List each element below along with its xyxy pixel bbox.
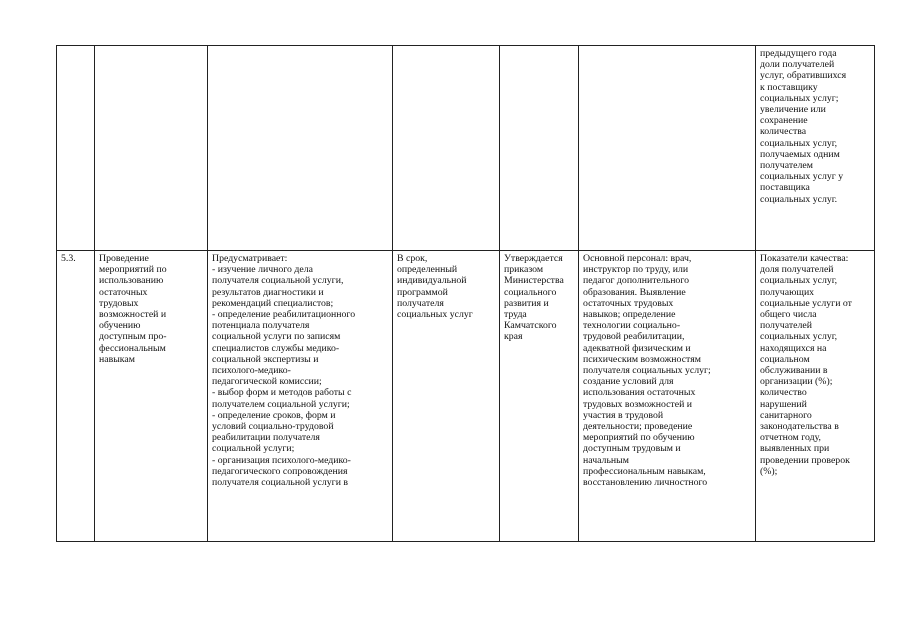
- text-line: восстановлению личностного: [583, 477, 708, 489]
- text-line: санитарного: [760, 409, 812, 421]
- text-line: специалистов службы медико-: [212, 342, 340, 354]
- service-name: [99, 253, 203, 365]
- text-line: Предусматривает:: [212, 253, 288, 264]
- text-line: предыдущего года: [760, 48, 837, 59]
- text-line: проведении проверок: [760, 454, 850, 466]
- text-line: Камчатского: [504, 320, 557, 332]
- text-line: развития и: [504, 297, 549, 309]
- text-line: доступным трудовым и: [583, 443, 681, 455]
- text-line: технологии социально-: [583, 320, 681, 332]
- text-line: получателей: [760, 320, 812, 332]
- text-line: навыкам: [99, 353, 135, 365]
- row2-approval-cell: [500, 251, 579, 542]
- text-line: труда: [504, 309, 527, 321]
- text-line: психическим возможностям: [583, 353, 701, 365]
- row1-description-cell: [208, 46, 393, 251]
- text-line: получателем: [760, 160, 813, 172]
- text-line: - определение сроков, форм и: [212, 409, 336, 421]
- text-line: - определение реабилитационного: [212, 309, 356, 321]
- table-row: [57, 251, 875, 542]
- text-line: социальных услуг,: [760, 331, 838, 343]
- row1-number-cell: [57, 46, 95, 251]
- text-line: социальных услуг,: [760, 275, 838, 287]
- text-line: получателя социальных услуг;: [583, 365, 711, 377]
- text-line: получателем социальной услуги;: [212, 398, 350, 410]
- text-line: трудовой реабилитации,: [583, 331, 685, 343]
- text-line: навыков; определение: [583, 309, 676, 321]
- service-term: [397, 253, 495, 320]
- text-line: мероприятий по: [99, 264, 167, 276]
- text-line: реабилитации получателя: [212, 432, 320, 444]
- row1-indicators-cell: [756, 46, 875, 251]
- text-line: - выбор форм и методов работы с: [212, 387, 352, 399]
- text-line: определенный: [397, 264, 458, 276]
- text-line: начальным: [583, 454, 629, 466]
- text-line: доли получателей: [760, 59, 835, 71]
- text-line: социальных услуг,: [760, 137, 838, 149]
- text-line: программой: [397, 286, 448, 298]
- services-standard-table: [56, 45, 875, 542]
- text-line: доступным про-: [99, 331, 167, 343]
- text-line: фессиональным: [99, 342, 166, 354]
- text-line: педагогической комиссии;: [212, 376, 322, 388]
- text-line: социальных услуг у: [760, 171, 844, 183]
- text-line: социальных услуг;: [760, 92, 839, 104]
- text-line: количества: [760, 126, 807, 138]
- text-line: инструктор по труду, или: [583, 264, 689, 276]
- text-line: количество: [760, 387, 807, 399]
- text-line: - организация психолого-медико-: [212, 454, 351, 466]
- text-line: общего числа: [760, 309, 817, 321]
- text-line: Проведение: [99, 253, 149, 264]
- text-line: остаточных: [99, 286, 148, 298]
- text-line: (%);: [760, 465, 778, 477]
- text-line: адекватной физическим и: [583, 342, 691, 354]
- text-line: Министерства: [504, 275, 564, 287]
- text-line: создание условий для: [583, 376, 674, 388]
- text-line: получателя социальной услуги в: [212, 477, 349, 489]
- text-line: социальных услуг: [397, 309, 473, 321]
- text-line: использованию: [99, 275, 164, 287]
- service-conditions: [583, 253, 751, 488]
- text-line: сохранение: [760, 115, 808, 127]
- text-line: трудовых: [99, 297, 139, 309]
- text-line: социальной экспертизы и: [212, 353, 319, 365]
- table-row: [57, 46, 875, 251]
- text-line: находящихся на: [760, 342, 827, 354]
- text-line: получаемых одним: [760, 148, 840, 160]
- text-line: получающих: [760, 286, 815, 298]
- text-line: возможностей и: [99, 309, 167, 321]
- text-line: педагог дополнительного: [583, 275, 690, 287]
- text-line: социальных услуг.: [760, 193, 838, 205]
- text-line: социальной услуги по записям: [212, 331, 341, 343]
- text-line: мероприятий по обучению: [583, 432, 695, 444]
- text-line: выявленных при: [760, 443, 830, 455]
- text-line: услуг, обратившихся: [760, 70, 847, 82]
- text-line: результатов диагностики и: [212, 286, 324, 298]
- text-line: трудовых возможностей и: [583, 398, 692, 410]
- text-line: отчетном году,: [760, 432, 821, 444]
- row1-approval-cell: [500, 46, 579, 251]
- text-line: использования остаточных: [583, 387, 696, 399]
- text-line: образования. Выявление: [583, 286, 686, 298]
- text-line: индивидуальной: [397, 275, 467, 287]
- text-line: потенциала получателя: [212, 320, 310, 332]
- row2-name-cell: [95, 251, 208, 542]
- text-line: получателя: [397, 297, 444, 309]
- text-line: В срок,: [397, 253, 428, 264]
- text-line: остаточных трудовых: [583, 297, 674, 309]
- row1-term-cell: [393, 46, 500, 251]
- text-line: организации (%);: [760, 376, 833, 388]
- service-description: [212, 253, 388, 488]
- text-line: доля получателей: [760, 264, 834, 276]
- text-line: обучению: [99, 320, 141, 332]
- row2-description-cell: [208, 251, 393, 542]
- text-line: Основной персонал: врач,: [583, 253, 692, 264]
- text-line: Показатели качества:: [760, 253, 849, 264]
- text-line: обслуживании в: [760, 365, 828, 377]
- row2-number-cell: [57, 251, 95, 542]
- text-line: профессиональным навыкам,: [583, 465, 706, 477]
- text-line: Утверждается: [504, 253, 563, 264]
- text-line: - изучение личного дела: [212, 264, 313, 276]
- text-line: к поставщику: [760, 81, 818, 93]
- row1-conditions-cell: [579, 46, 756, 251]
- text-line: деятельности; проведение: [583, 421, 693, 433]
- row2-conditions-cell: [579, 251, 756, 542]
- text-line: рекомендаций специалистов;: [212, 297, 334, 309]
- text-line: социальные услуги от: [760, 297, 852, 309]
- text-line: получателя социальной услуги,: [212, 275, 344, 287]
- text-line: психолого-медико-: [212, 365, 291, 377]
- row2-indicators-cell: [756, 251, 875, 542]
- text-line: педагогического сопровождения: [212, 465, 348, 477]
- text-line: социальном: [760, 353, 810, 365]
- row1-name-cell: [95, 46, 208, 251]
- service-number: 5.3.: [61, 253, 76, 264]
- text-line: законодательства в: [760, 421, 839, 433]
- row1-indicators-text: [760, 48, 870, 205]
- service-approval: [504, 253, 574, 343]
- text-line: приказом: [504, 264, 544, 276]
- text-line: социального: [504, 286, 557, 298]
- text-line: края: [504, 331, 523, 343]
- quality-indicators: [760, 253, 870, 477]
- text-line: поставщика: [760, 182, 810, 194]
- text-line: условий социально-трудовой: [212, 421, 334, 433]
- text-line: социальной услуги;: [212, 443, 295, 455]
- text-line: участия в трудовой: [583, 409, 664, 421]
- text-line: увеличение или: [760, 104, 826, 116]
- row2-term-cell: [393, 251, 500, 542]
- text-line: нарушений: [760, 398, 807, 410]
